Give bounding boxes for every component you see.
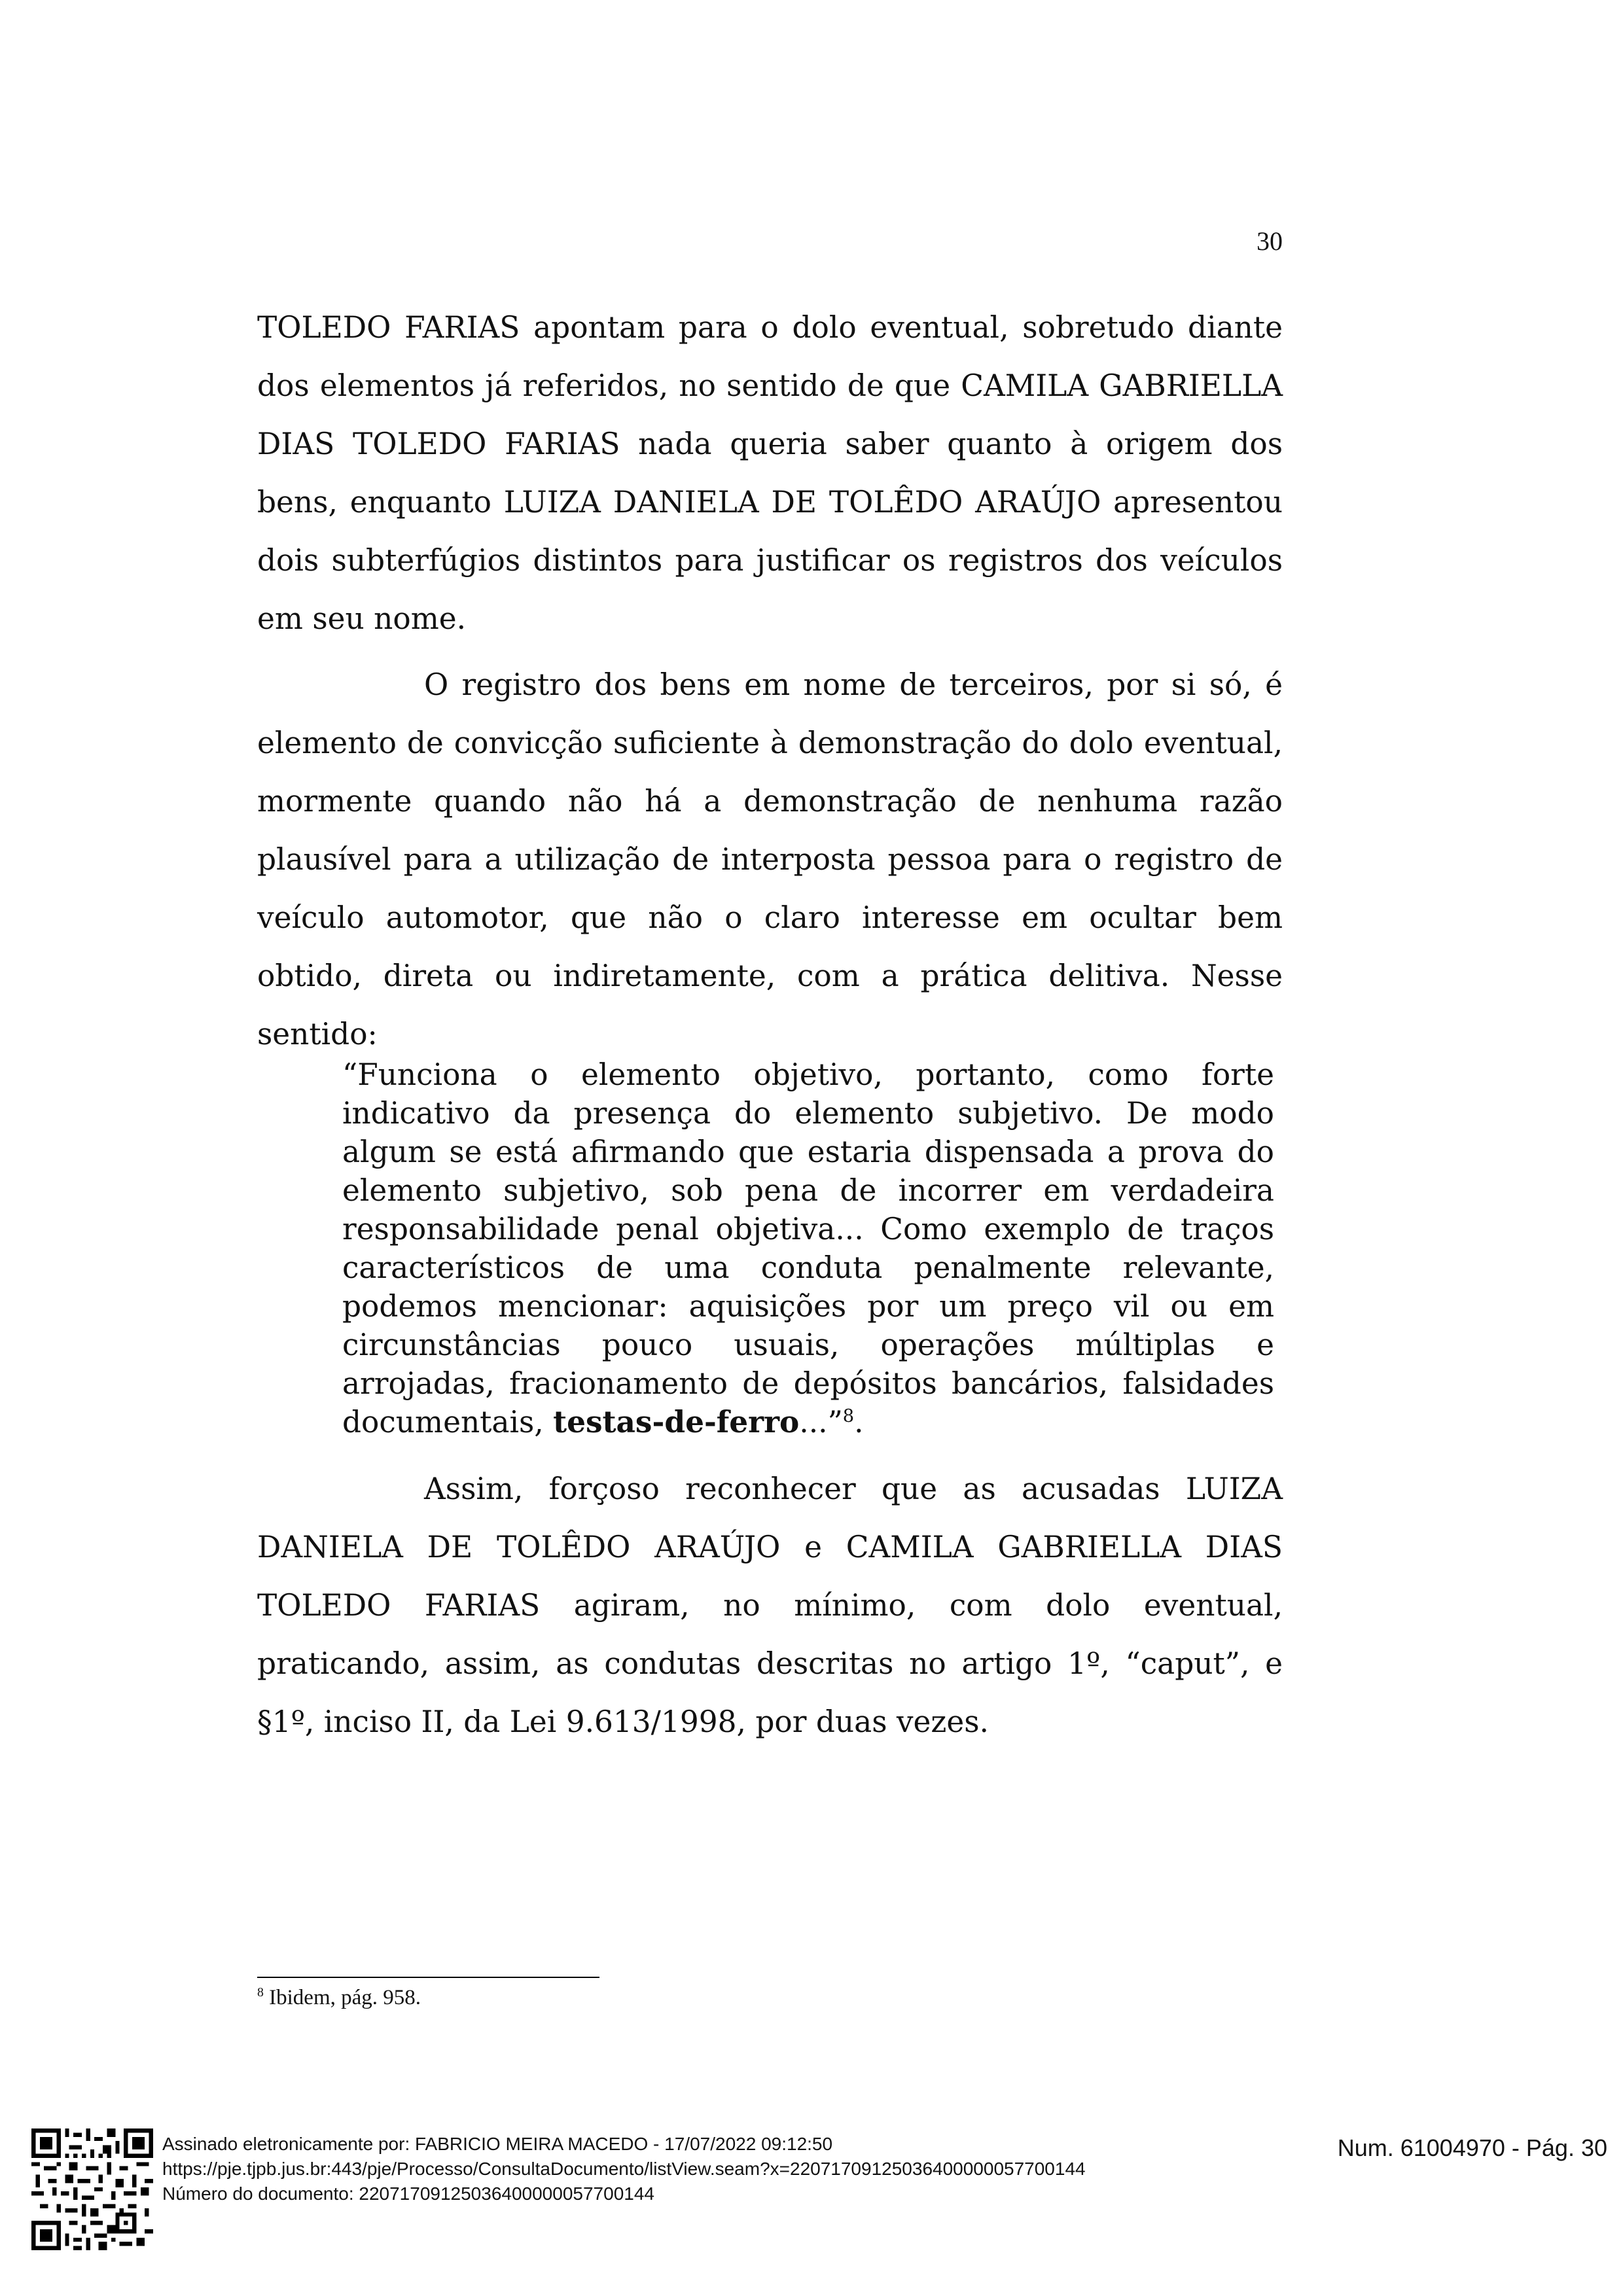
footnote-number: 8 [257,1985,264,2000]
quote-tail: . [854,1405,864,1439]
document-url[interactable]: https://pje.tjpb.jus.br:443/pje/Processo/ConsultaDocumento/listView.seam?x=22071709125036400000057700144 [162,2159,1086,2179]
signature-block [162,2132,1086,2206]
footnote-text: Ibidem, pág. 958. [263,1986,421,2009]
footnote-reference[interactable]: 8 [842,1405,855,1426]
document-page-reference: Num. 61004970 - Pág. 30 [1337,2134,1607,2161]
quote-bold-text: testas-de-ferro [553,1404,800,1439]
qr-code-icon[interactable] [31,2128,153,2250]
document-number: Número do documento: 22071709125036400000057700144 [162,2183,654,2204]
footnote [257,1983,421,2013]
page-number: 30 [1257,226,1283,256]
block-quote [342,1055,1274,1441]
quote-closing: ...” [799,1405,843,1439]
paragraph-4: Assim, forçoso reconhecer que as acusadas LUIZA DANIELA DE TOLÊDO ARAÚJO e CAMILA GABRIELLA DIAS TOLEDO FARIAS agiram, no mínimo, com dolo eventual, praticando, assim, as condutas descritas no artigo 1º, “caput”, e §1º, inciso II, da Lei 9.613/1998, por duas vezes. [257,1472,1283,1739]
footnote-divider [257,1977,599,1978]
signature-line: Assinado eletronicamente por: FABRICIO MEIRA MACEDO - 17/07/2022 09:12:50 [162,2134,833,2154]
paragraph-1: TOLEDO FARIAS apontam para o dolo eventual, sobretudo diante dos elementos já referidos, no sentido de que CAMILA GABRIELLA DIAS TOLEDO FARIAS nada queria saber quanto à origem dos bens, enquanto LUIZA DANIELA DE TOLÊDO ARAÚJO apresentou dois subterfúgios distintos para justificar os registros dos veículos em seu nome. [257,310,1283,636]
paragraph-2: O registro dos bens em nome de terceiros, por si só, é elemento de convicção suficiente à demonstração do dolo eventual, mormente quando não há a demonstração de nenhuma razão plausível para a utilização de interposta pessoa para o registro de veículo automotor, que não o claro interesse em ocultar bem obtido, direta ou indiretamente, com a prática delitiva. Nesse sentido: [257,667,1283,1051]
quote-text: “Funciona o elemento objetivo, portanto, como forte indicativo da presença do elemento subjetivo. De modo algum se está afirmando que estaria dispensada a prova do elemento subjetivo, sob pena de incorrer em verdadeira responsabilidade penal objetiva... Como exemplo de traços característicos de uma conduta penalmente relevante, podemos mencionar: aquisições por um preço vil ou em circunstâncias pouco usuais, operações múltiplas e arrojadas, fracionamento de depósitos bancários, falsidades documentais, [342,1057,1274,1439]
